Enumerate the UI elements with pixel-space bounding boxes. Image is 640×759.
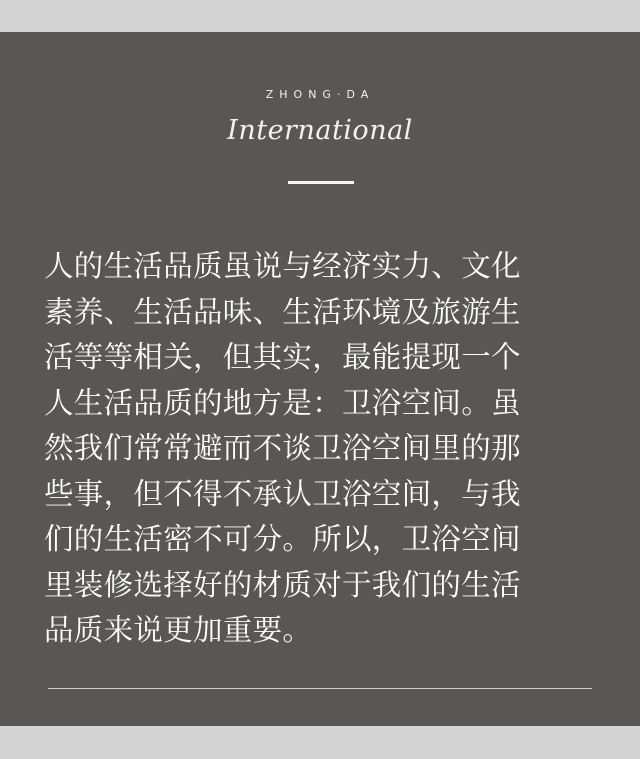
paragraph-line: 品质来说更加重要。 bbox=[44, 613, 313, 647]
paragraph-line: 些事，但不得不承认卫浴空间，与我 bbox=[44, 476, 521, 511]
paragraph-line: 然我们常常避而不谈卫浴空间里的那 bbox=[44, 431, 521, 465]
title-divider bbox=[288, 181, 354, 184]
paragraph-line: 们的生活密不可分。所以，卫浴空间 bbox=[44, 522, 521, 556]
paragraph-line: 活等等相关，但其实，最能提现一个 bbox=[44, 340, 521, 374]
bottom-divider bbox=[48, 688, 592, 689]
paragraph-line: 里装修选择好的材质对于我们的生活 bbox=[44, 567, 521, 602]
brand-logo-script: International bbox=[227, 115, 413, 146]
brand-logo-top-text: ZHONG·DA bbox=[265, 88, 375, 101]
article-paragraph bbox=[44, 244, 604, 654]
content-card bbox=[0, 32, 640, 726]
paragraph-line: 素养、生活品味、生活环境及旅游生 bbox=[44, 294, 521, 329]
paragraph-line: 人的生活品质虽说与经济实力、文化 bbox=[44, 249, 521, 283]
paragraph-line: 人生活品质的地方是：卫浴空间。虽 bbox=[44, 385, 521, 420]
